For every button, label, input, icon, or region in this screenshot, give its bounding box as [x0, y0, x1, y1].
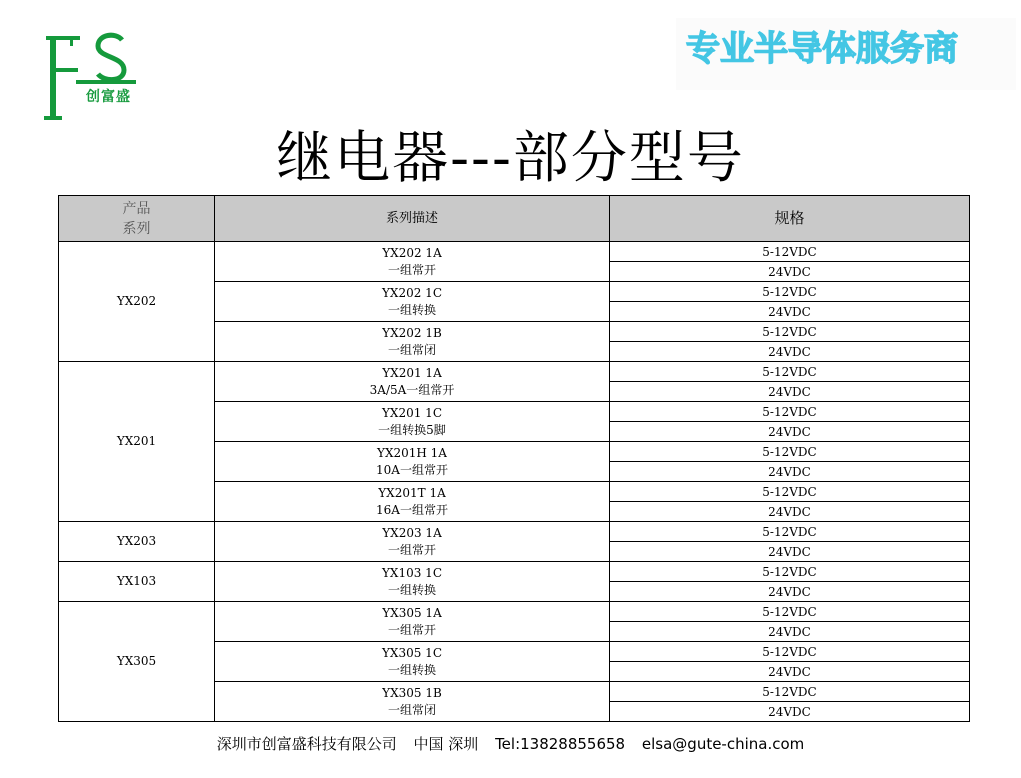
model-name: YX202 1C — [382, 285, 442, 300]
table-row — [59, 522, 970, 542]
spec-cell: 24VDC — [610, 542, 970, 562]
model-description: 一组转换 — [387, 662, 436, 677]
model-description: 10A一组常开 — [376, 462, 448, 477]
model-name: YX201 1A — [382, 365, 442, 380]
spec-cell: 5-12VDC — [610, 242, 970, 262]
model-description: 16A一组常开 — [376, 502, 448, 517]
description-cell — [215, 642, 610, 682]
footer-contact — [0, 733, 1021, 754]
model-description: 一组常闭 — [387, 702, 436, 717]
model-name: YX305 1B — [382, 685, 442, 700]
spec-cell: 24VDC — [610, 382, 970, 402]
spec-cell: 5-12VDC — [610, 322, 970, 342]
model-name: YX202 1B — [382, 325, 442, 340]
table-row — [59, 562, 970, 582]
model-name: YX203 1A — [382, 525, 442, 540]
slogan-banner — [676, 18, 1016, 90]
company-logo — [40, 30, 150, 122]
model-name: YX305 1A — [382, 605, 442, 620]
model-name: YX201H 1A — [377, 445, 447, 460]
description-cell — [215, 282, 610, 322]
series-cell: YX103 — [59, 562, 215, 602]
model-name: YX202 1A — [382, 245, 442, 260]
description-cell — [215, 402, 610, 442]
description-cell — [215, 242, 610, 282]
model-description: 一组常开 — [387, 262, 436, 277]
series-cell: YX201 — [59, 362, 215, 522]
spec-cell: 24VDC — [610, 262, 970, 282]
spec-cell: 24VDC — [610, 582, 970, 602]
table-row — [59, 602, 970, 622]
description-cell — [215, 322, 610, 362]
spec-cell: 5-12VDC — [610, 602, 970, 622]
spec-cell: 24VDC — [610, 302, 970, 322]
spec-cell: 5-12VDC — [610, 562, 970, 582]
header-spec: 规格 — [610, 196, 970, 242]
model-name: YX201T 1A — [378, 485, 446, 500]
footer-email: elsa@gute-china.com — [641, 735, 805, 753]
footer-company: 深圳市创富盛科技有限公司 — [216, 735, 397, 753]
spec-cell: 5-12VDC — [610, 522, 970, 542]
page-title: 继电器---部分型号 — [276, 126, 745, 191]
spec-cell: 24VDC — [610, 502, 970, 522]
spec-cell: 24VDC — [610, 422, 970, 442]
series-cell: YX305 — [59, 602, 215, 722]
spec-cell: 5-12VDC — [610, 362, 970, 382]
model-name: YX305 1C — [382, 645, 442, 660]
table-row — [59, 362, 970, 382]
spec-cell: 5-12VDC — [610, 642, 970, 662]
model-name: YX201 1C — [382, 405, 442, 420]
spec-cell: 24VDC — [610, 342, 970, 362]
spec-cell: 5-12VDC — [610, 482, 970, 502]
spec-cell: 24VDC — [610, 702, 970, 722]
description-cell — [215, 682, 610, 722]
description-cell — [215, 482, 610, 522]
logo-text: 创富盛 — [86, 89, 131, 105]
header-description: 系列描述 — [215, 196, 610, 242]
table-row — [59, 242, 970, 262]
model-description: 一组常开 — [387, 542, 436, 557]
series-cell: YX203 — [59, 522, 215, 562]
spec-cell: 5-12VDC — [610, 282, 970, 302]
header-series-label: 产品 系列 — [122, 200, 151, 237]
description-cell — [215, 522, 610, 562]
model-description: 一组常闭 — [387, 342, 436, 357]
model-name: YX103 1C — [382, 565, 442, 580]
model-description: 一组转换 — [387, 302, 436, 317]
description-cell — [215, 602, 610, 642]
description-cell — [215, 562, 610, 602]
model-description: 3A/5A一组常开 — [369, 382, 455, 397]
footer-phone: Tel:13828855658 — [495, 735, 626, 753]
relay-model-table — [58, 195, 970, 722]
description-cell — [215, 442, 610, 482]
header-series — [59, 196, 215, 242]
model-description: 一组常开 — [387, 622, 436, 637]
footer-location: 中国 深圳 — [413, 735, 479, 753]
table-body — [59, 242, 970, 722]
spec-cell: 5-12VDC — [610, 442, 970, 462]
model-description: 一组转换 — [387, 582, 436, 597]
description-cell — [215, 362, 610, 402]
spec-cell: 24VDC — [610, 662, 970, 682]
table-header-row — [59, 196, 970, 242]
logo-mark-icon — [40, 30, 150, 122]
slogan-text: 专业半导体服务商 — [686, 29, 958, 69]
model-description: 一组转换5脚 — [378, 422, 446, 437]
spec-cell: 24VDC — [610, 622, 970, 642]
series-cell: YX202 — [59, 242, 215, 362]
spec-cell: 24VDC — [610, 462, 970, 482]
spec-cell: 5-12VDC — [610, 402, 970, 422]
spec-cell: 5-12VDC — [610, 682, 970, 702]
